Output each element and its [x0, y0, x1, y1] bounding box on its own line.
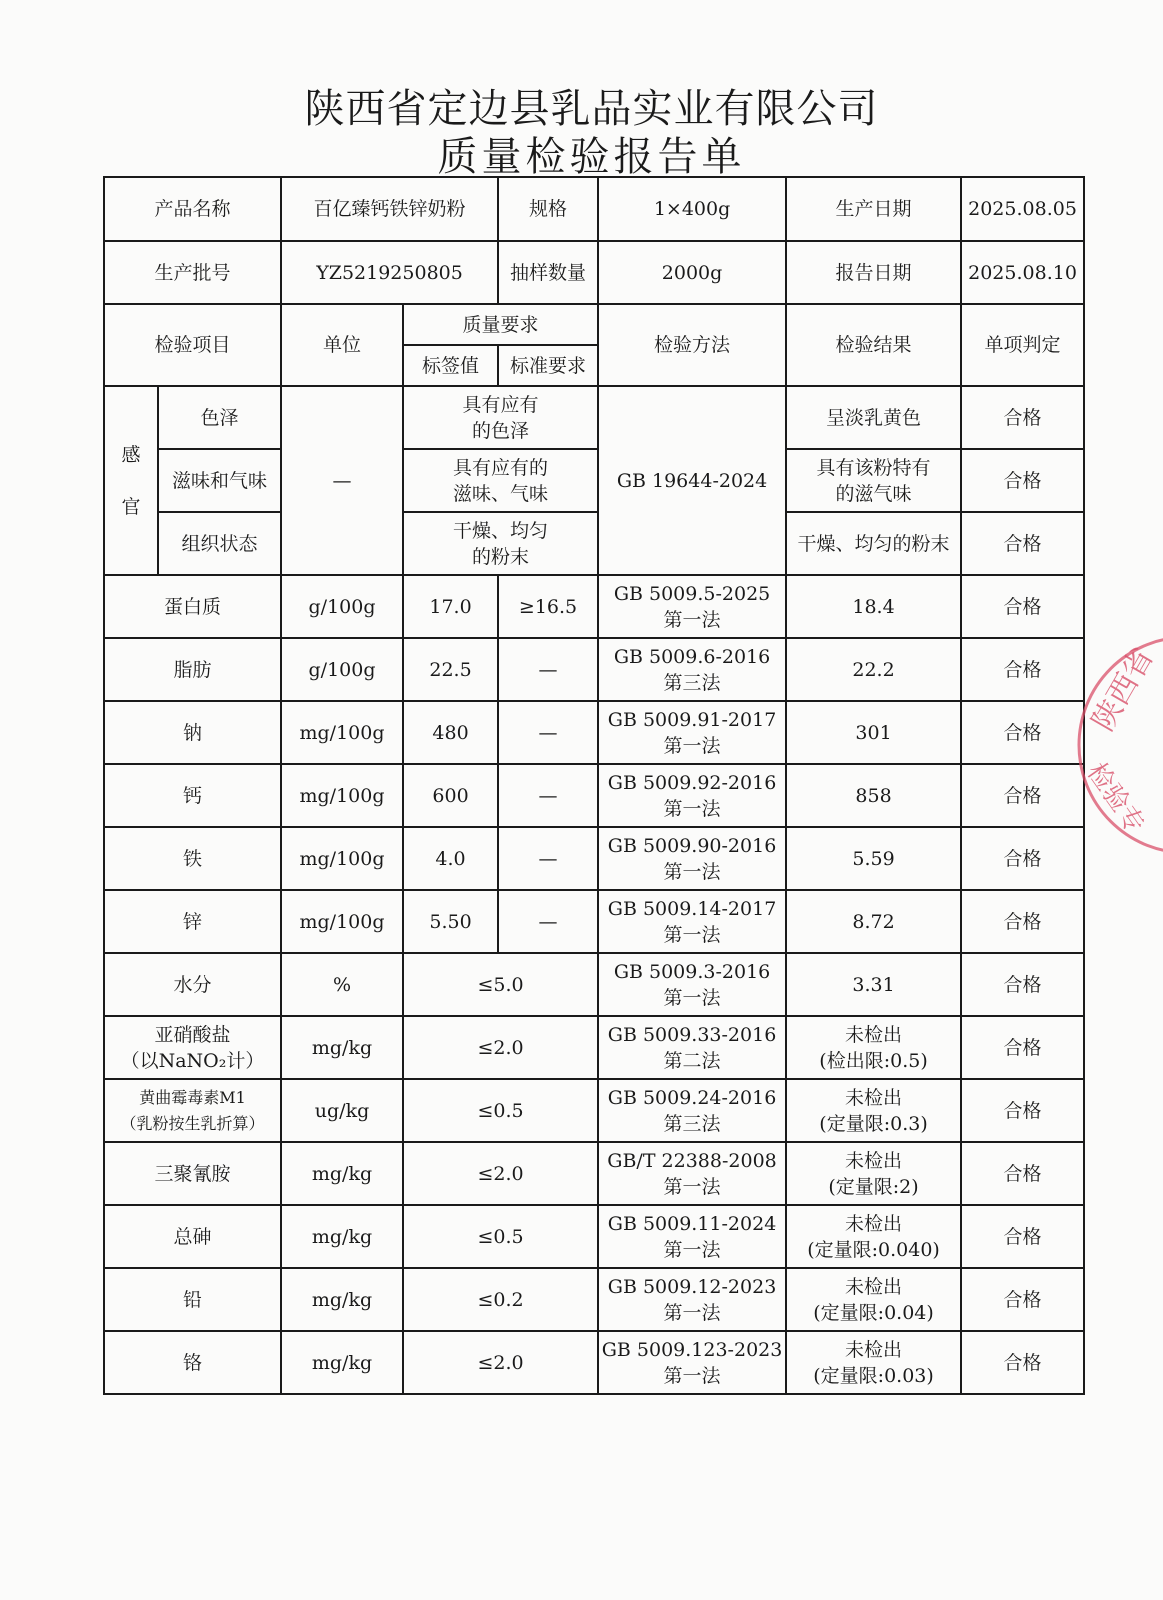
- item-method: GB 5009.5-2025 第一法: [598, 575, 786, 638]
- item-unit: mg/100g: [281, 827, 403, 890]
- item-result: 5.59: [786, 827, 961, 890]
- item-result: 3.31: [786, 953, 961, 1016]
- sensory-req: 干燥、均匀 的粉末: [403, 512, 598, 575]
- item-name: 钙: [104, 764, 281, 827]
- item-requirement: ≤0.5: [403, 1079, 598, 1142]
- item-unit: ug/kg: [281, 1079, 403, 1142]
- item-method: GB 5009.12-2023 第一法: [598, 1268, 786, 1331]
- item-name: 铅: [104, 1268, 281, 1331]
- sensory-unit: —: [281, 386, 403, 575]
- item-unit: mg/kg: [281, 1268, 403, 1331]
- item-label-value: 17.0: [403, 575, 498, 638]
- item-judgement: 合格: [961, 701, 1084, 764]
- item-judgement: 合格: [961, 1268, 1084, 1331]
- item-name: 水分: [104, 953, 281, 1016]
- test-item-row: [104, 764, 1084, 827]
- test-item-row: [104, 575, 1084, 638]
- item-method: GB 5009.92-2016 第一法: [598, 764, 786, 827]
- item-requirement: ≤2.0: [403, 1331, 598, 1394]
- sensory-judgement: 合格: [961, 512, 1084, 575]
- sensory-req: 具有应有的 滋味、气味: [403, 449, 598, 512]
- info-row-2: [104, 241, 1084, 304]
- test-item-row: [104, 1331, 1084, 1394]
- item-judgement: 合格: [961, 1079, 1084, 1142]
- sensory-row: [104, 512, 1084, 575]
- item-name: 总砷: [104, 1205, 281, 1268]
- item-standard-req: —: [498, 701, 598, 764]
- item-unit: mg/100g: [281, 890, 403, 953]
- col-header-unit: 单位: [281, 304, 403, 386]
- item-requirement: ≤5.0: [403, 953, 598, 1016]
- col-header-judgement: 单项判定: [961, 304, 1084, 386]
- item-method: GB 5009.24-2016 第三法: [598, 1079, 786, 1142]
- item-result: 未检出 (定量限:0.040): [786, 1205, 961, 1268]
- item-method: GB 5009.123-2023 第一法: [598, 1331, 786, 1394]
- item-label-value: 600: [403, 764, 498, 827]
- sample-qty-value: 2000g: [598, 241, 786, 304]
- item-name: 铁: [104, 827, 281, 890]
- sensory-row: [104, 449, 1084, 512]
- item-result: 18.4: [786, 575, 961, 638]
- sensory-judgement: 合格: [961, 386, 1084, 449]
- item-label-value: 480: [403, 701, 498, 764]
- item-name: 黄曲霉毒素M1 （乳粉按生乳折算）: [104, 1079, 281, 1142]
- item-unit: g/100g: [281, 575, 403, 638]
- item-standard-req: —: [498, 827, 598, 890]
- test-item-row: [104, 1079, 1084, 1142]
- item-judgement: 合格: [961, 1142, 1084, 1205]
- item-unit: mg/100g: [281, 701, 403, 764]
- item-name: 蛋白质: [104, 575, 281, 638]
- col-header-method: 检验方法: [598, 304, 786, 386]
- item-result: 未检出 (定量限:0.03): [786, 1331, 961, 1394]
- item-method: GB 5009.33-2016 第二法: [598, 1016, 786, 1079]
- col-header-standard-req: 标准要求: [498, 345, 598, 386]
- item-requirement: ≤0.2: [403, 1268, 598, 1331]
- item-result: 858: [786, 764, 961, 827]
- test-item-row: [104, 1268, 1084, 1331]
- item-judgement: 合格: [961, 953, 1084, 1016]
- item-standard-req: ≥16.5: [498, 575, 598, 638]
- sensory-group-label: 感 官: [104, 386, 158, 575]
- item-name: 锌: [104, 890, 281, 953]
- sensory-judgement: 合格: [961, 449, 1084, 512]
- item-method: GB 5009.14-2017 第一法: [598, 890, 786, 953]
- item-judgement: 合格: [961, 890, 1084, 953]
- test-item-row: [104, 890, 1084, 953]
- sensory-req: 具有应有 的色泽: [403, 386, 598, 449]
- item-standard-req: —: [498, 638, 598, 701]
- item-judgement: 合格: [961, 1016, 1084, 1079]
- item-unit: mg/100g: [281, 764, 403, 827]
- sensory-item: 组织状态: [158, 512, 281, 575]
- item-standard-req: —: [498, 890, 598, 953]
- test-item-row: [104, 1142, 1084, 1205]
- sensory-result: 具有该粉特有 的滋气味: [786, 449, 961, 512]
- sensory-item: 滋味和气味: [158, 449, 281, 512]
- item-method: GB 5009.6-2016 第三法: [598, 638, 786, 701]
- report-date-label: 报告日期: [786, 241, 961, 304]
- sensory-result: 干燥、均匀的粉末: [786, 512, 961, 575]
- item-judgement: 合格: [961, 575, 1084, 638]
- production-date-label: 生产日期: [786, 177, 961, 241]
- item-judgement: 合格: [961, 827, 1084, 890]
- item-name: 脂肪: [104, 638, 281, 701]
- item-name: 铬: [104, 1331, 281, 1394]
- sensory-result: 呈淡乳黄色: [786, 386, 961, 449]
- item-result: 未检出 (定量限:0.04): [786, 1268, 961, 1331]
- sensory-item: 色泽: [158, 386, 281, 449]
- item-judgement: 合格: [961, 1205, 1084, 1268]
- item-label-value: 4.0: [403, 827, 498, 890]
- item-unit: mg/kg: [281, 1205, 403, 1268]
- item-result: 未检出 (检出限:0.5): [786, 1016, 961, 1079]
- item-unit: mg/kg: [281, 1142, 403, 1205]
- spec-label: 规格: [498, 177, 598, 241]
- svg-text:陕西省: 陕西省: [1085, 641, 1161, 738]
- product-name-label: 产品名称: [104, 177, 281, 241]
- spec-value: 1×400g: [598, 177, 786, 241]
- item-standard-req: —: [498, 764, 598, 827]
- test-item-row: [104, 1205, 1084, 1268]
- report-title: 质量检验报告单: [437, 134, 746, 180]
- item-requirement: ≤0.5: [403, 1205, 598, 1268]
- test-item-row: [104, 827, 1084, 890]
- col-header-item: 检验项目: [104, 304, 281, 386]
- item-result: 未检出 (定量限:2): [786, 1142, 961, 1205]
- item-requirement: ≤2.0: [403, 1016, 598, 1079]
- report-date-value: 2025.08.10: [961, 241, 1084, 304]
- item-unit: mg/kg: [281, 1331, 403, 1394]
- col-header-result: 检验结果: [786, 304, 961, 386]
- company-name: 陕西省定边县乳品实业有限公司: [304, 86, 879, 132]
- item-method: GB 5009.90-2016 第一法: [598, 827, 786, 890]
- item-unit: g/100g: [281, 638, 403, 701]
- item-judgement: 合格: [961, 1331, 1084, 1394]
- item-judgement: 合格: [961, 764, 1084, 827]
- item-method: GB 5009.91-2017 第一法: [598, 701, 786, 764]
- item-name: 钠: [104, 701, 281, 764]
- item-method: GB 5009.11-2024 第一法: [598, 1205, 786, 1268]
- item-result: 未检出 (定量限:0.3): [786, 1079, 961, 1142]
- col-header-label-value: 标签值: [403, 345, 498, 386]
- col-header-quality-req: 质量要求: [403, 304, 598, 345]
- sensory-method: GB 19644-2024: [598, 386, 786, 575]
- item-method: GB/T 22388-2008 第一法: [598, 1142, 786, 1205]
- production-date-value: 2025.08.05: [961, 177, 1084, 241]
- item-method: GB 5009.3-2016 第一法: [598, 953, 786, 1016]
- item-name: 三聚氰胺: [104, 1142, 281, 1205]
- batch-value: YZ5219250805: [281, 241, 498, 304]
- inspection-report-table: [103, 176, 1085, 1395]
- column-header-row: [104, 304, 1084, 345]
- test-item-row: [104, 953, 1084, 1016]
- batch-label: 生产批号: [104, 241, 281, 304]
- sample-qty-label: 抽样数量: [498, 241, 598, 304]
- company-seal-stamp: [1065, 630, 1163, 860]
- test-item-row: [104, 1016, 1084, 1079]
- item-name: 亚硝酸盐 （以NaNO₂计）: [104, 1016, 281, 1079]
- item-judgement: 合格: [961, 638, 1084, 701]
- test-item-row: [104, 638, 1084, 701]
- item-label-value: 5.50: [403, 890, 498, 953]
- sensory-row: [104, 386, 1084, 449]
- test-item-row: [104, 701, 1084, 764]
- item-requirement: ≤2.0: [403, 1142, 598, 1205]
- item-unit: mg/kg: [281, 1016, 403, 1079]
- product-name-value: 百亿臻钙铁锌奶粉: [281, 177, 498, 241]
- info-row-1: [104, 177, 1084, 241]
- item-result: 8.72: [786, 890, 961, 953]
- item-unit: %: [281, 953, 403, 1016]
- item-result: 301: [786, 701, 961, 764]
- svg-text:检验专: 检验专: [1080, 757, 1151, 839]
- item-result: 22.2: [786, 638, 961, 701]
- item-label-value: 22.5: [403, 638, 498, 701]
